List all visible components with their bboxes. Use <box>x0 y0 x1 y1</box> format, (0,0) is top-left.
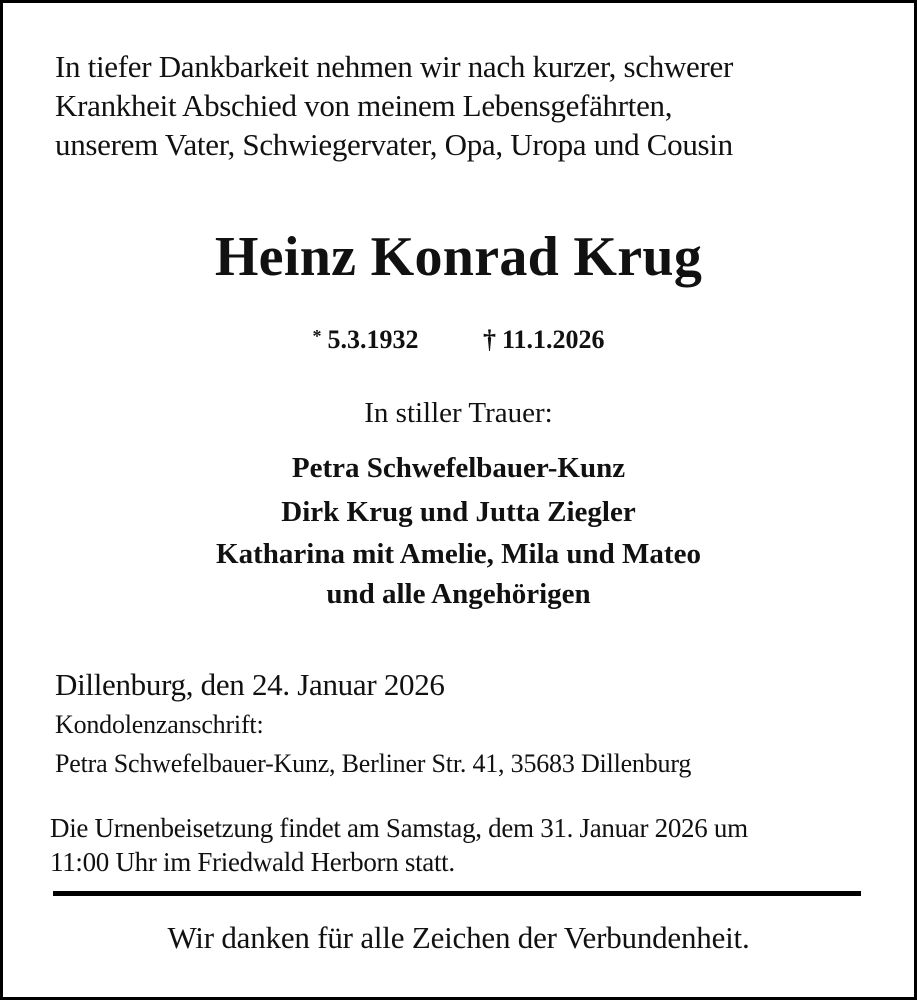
birth-date: 5.3.1932 <box>327 325 419 354</box>
burial-line: 11:00 Uhr im Friedwald Herborn statt. <box>50 847 455 877</box>
intro-line: In tiefer Dankbarkeit nehmen wir nach kurzer, schwerer <box>55 49 734 84</box>
burial-info <box>50 811 748 879</box>
death-date-group <box>483 325 605 354</box>
thanks-line: Wir danken für alle Zeichen der Verbundenheit. <box>167 920 750 955</box>
intro-text <box>55 47 733 164</box>
mourner-line: und alle Angehörigen <box>326 578 591 610</box>
condolence-label: Kondolenzanschrift: <box>55 710 264 739</box>
birth-star-icon: * <box>312 326 322 346</box>
mourner-line: Petra Schwefelbauer-Kunz <box>291 452 626 484</box>
death-date: 11.1.2026 <box>501 325 605 354</box>
mourner-line: Katharina mit Amelie, Mila und Mateo <box>216 538 701 570</box>
condolence-address: Petra Schwefelbauer-Kunz, Berliner Str. 41, 35683 Dillenburg <box>55 749 692 778</box>
cross-icon: † <box>482 325 496 354</box>
birth-date-group <box>312 325 425 354</box>
mourning-label: In stiller Trauer: <box>364 397 553 429</box>
mourner-line: Dirk Krug und Jutta Ziegler <box>281 496 636 528</box>
deceased-name: Heinz Konrad Krug <box>214 226 703 288</box>
intro-line: Krankheit Abschied von meinem Lebensgefährten, <box>55 88 673 123</box>
place-date: Dillenburg, den 24. Januar 2026 <box>55 667 445 702</box>
mourners-list <box>3 446 914 614</box>
divider-rule <box>53 891 861 896</box>
burial-line: Die Urnenbeisetzung findet am Samstag, dem 31. Januar 2026 um <box>50 813 748 843</box>
intro-line: unserem Vater, Schwiegervater, Opa, Uropa und Cousin <box>55 127 733 162</box>
life-dates <box>3 325 914 355</box>
